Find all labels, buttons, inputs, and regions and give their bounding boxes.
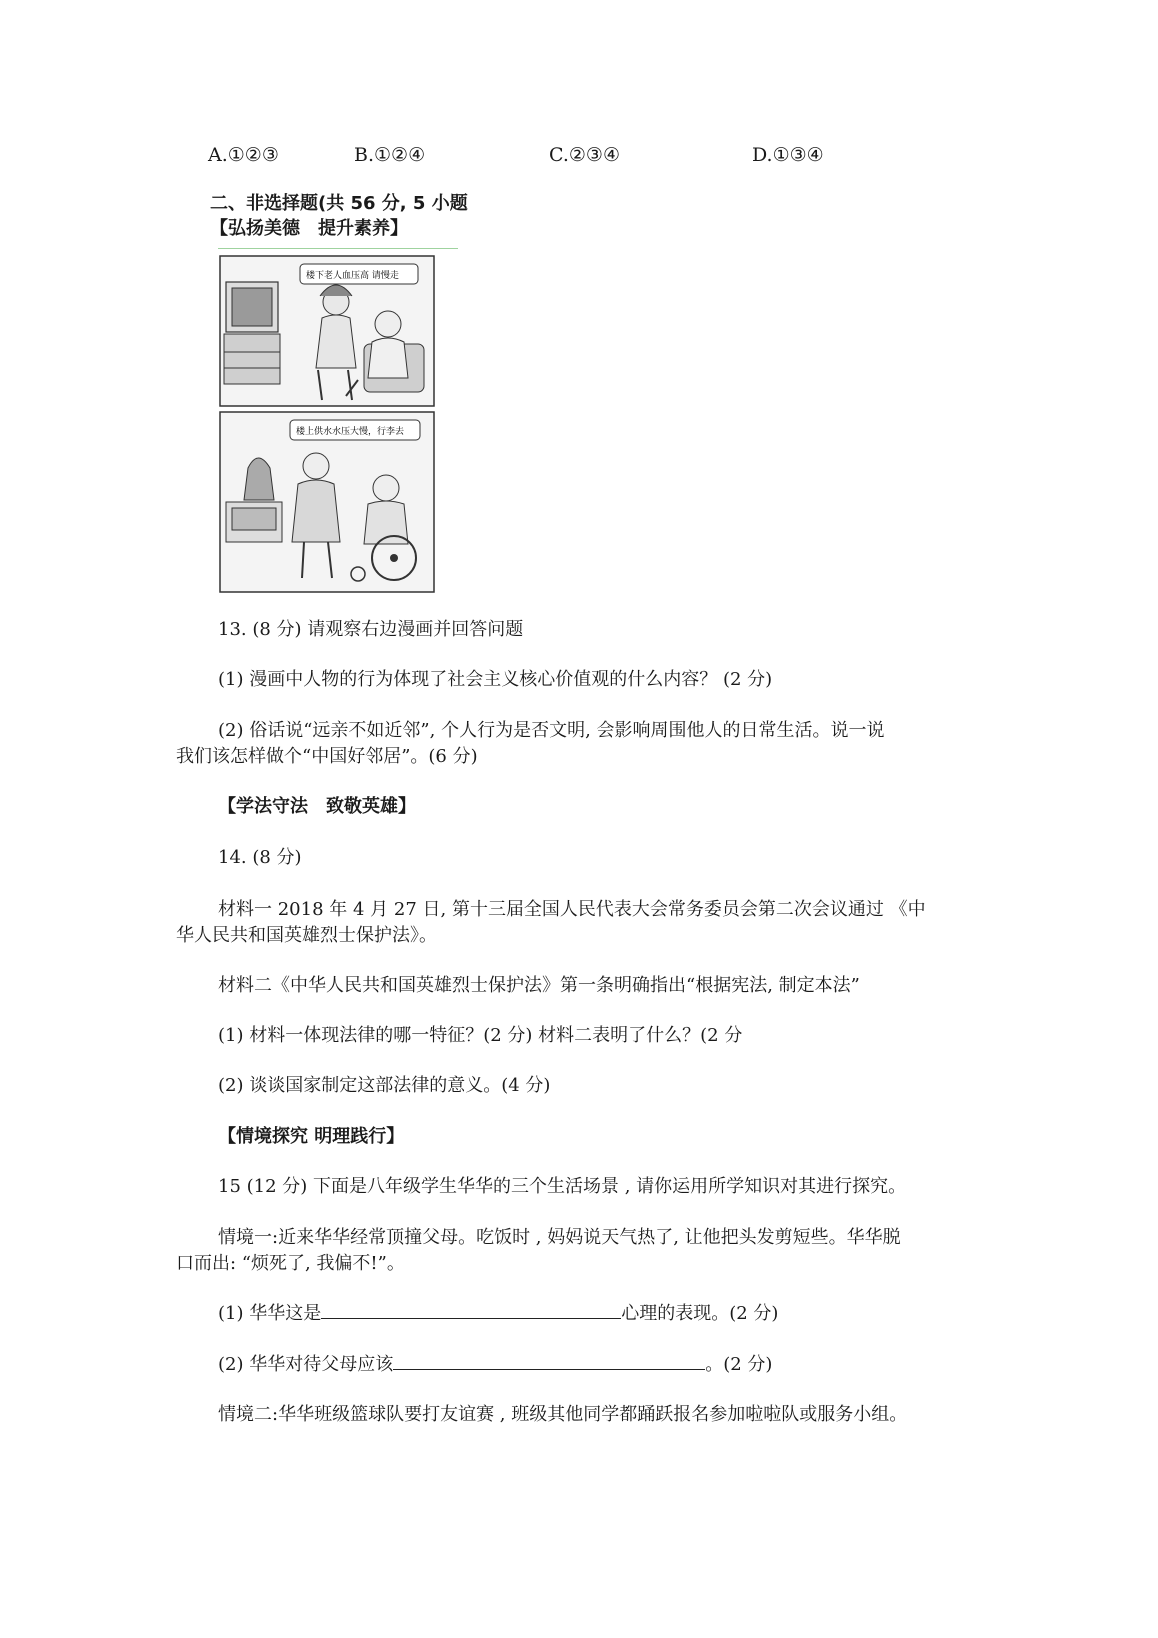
q15-sub1-suffix: 心理的表现。(2 分): [621, 1303, 779, 1324]
q15-sub2-answer-blank[interactable]: [393, 1351, 705, 1370]
q15-scene1-line1: 情境一:近来华华经常顶撞父母。吃饭时 , 妈妈说天气热了, 让他把头发剪短些。华华脱: [218, 1227, 901, 1248]
bubble-top-text: 楼下老人血压高 请慢走: [306, 271, 399, 281]
q15-sub2-prefix: (2) 华华对待父母应该: [218, 1354, 394, 1375]
q15-scene1-line2: 口而出: “烦死了, 我偏不!”。: [176, 1253, 405, 1274]
q15-sub1-prefix: (1) 华华这是: [218, 1303, 322, 1324]
heading-underline: [218, 248, 458, 249]
q15-sub1-answer-blank[interactable]: [321, 1300, 621, 1319]
speech-bubble-top: [300, 264, 418, 284]
section-title: 二、非选择题(共 56 分, 5 小题: [210, 193, 468, 214]
q14-sub2: (2) 谈谈国家制定这部法律的意义。(4 分): [218, 1075, 551, 1096]
q14-material2: 材料二《中华人民共和国英雄烈士保护法》第一条明确指出“根据宪法, 制定本法”: [218, 975, 860, 996]
topic-heading-3: 【情境探究 明理践行】: [218, 1126, 405, 1147]
q15-stem: 15 (12 分) 下面是八年级学生华华的三个生活场景 , 请你运用所学知识对其进行探究。: [218, 1176, 907, 1197]
q13-sub2-line1: (2) 俗话说“远亲不如近邻”, 个人行为是否文明, 会影响周围他人的日常生活。说一说: [218, 720, 885, 741]
q13-sub1: (1) 漫画中人物的行为体现了社会主义核心价值观的什么内容？ (2 分): [218, 669, 773, 690]
q14-material1-line1: 材料一 2018 年 4 月 27 日, 第十三届全国人民代表大会常务委员会第二次会议通过 《中: [218, 899, 926, 920]
q15-sub1: [218, 1299, 778, 1325]
q15-sub2: [218, 1350, 772, 1376]
speech-bubble-bottom: [290, 420, 420, 440]
bubble-bottom-text: 楼上供水水压大慢，行李去: [296, 427, 405, 437]
cartoon-illustration: [218, 252, 454, 604]
topic-heading-2: 【学法守法 致敬英雄】: [218, 796, 416, 817]
option-c: C.②③④: [549, 144, 620, 166]
topic-heading-1: 【弘扬美德 提升素养】: [210, 218, 408, 239]
option-d: D.①③④: [752, 144, 824, 166]
option-b: B.①②④: [354, 144, 426, 166]
q13-sub2-line2: 我们该怎样做个“中国好邻居”。(6 分): [176, 746, 478, 767]
q14-stem: 14. (8 分): [218, 847, 302, 868]
q15-sub2-suffix: 。(2 分): [705, 1354, 773, 1375]
option-a: A.①②③: [208, 144, 279, 166]
q14-material1-line2: 华人民共和国英雄烈士保护法》。: [176, 925, 437, 946]
q14-sub1: (1) 材料一体现法律的哪一特征？(2 分) 材料二表明了什么？(2 分: [218, 1025, 743, 1046]
q13-stem: 13. (8 分) 请观察右边漫画并回答问题: [218, 619, 524, 640]
q15-scene2: 情境二:华华班级篮球队要打友谊赛 , 班级其他同学都踊跃报名参加啦啦队或服务小组。: [218, 1404, 908, 1425]
